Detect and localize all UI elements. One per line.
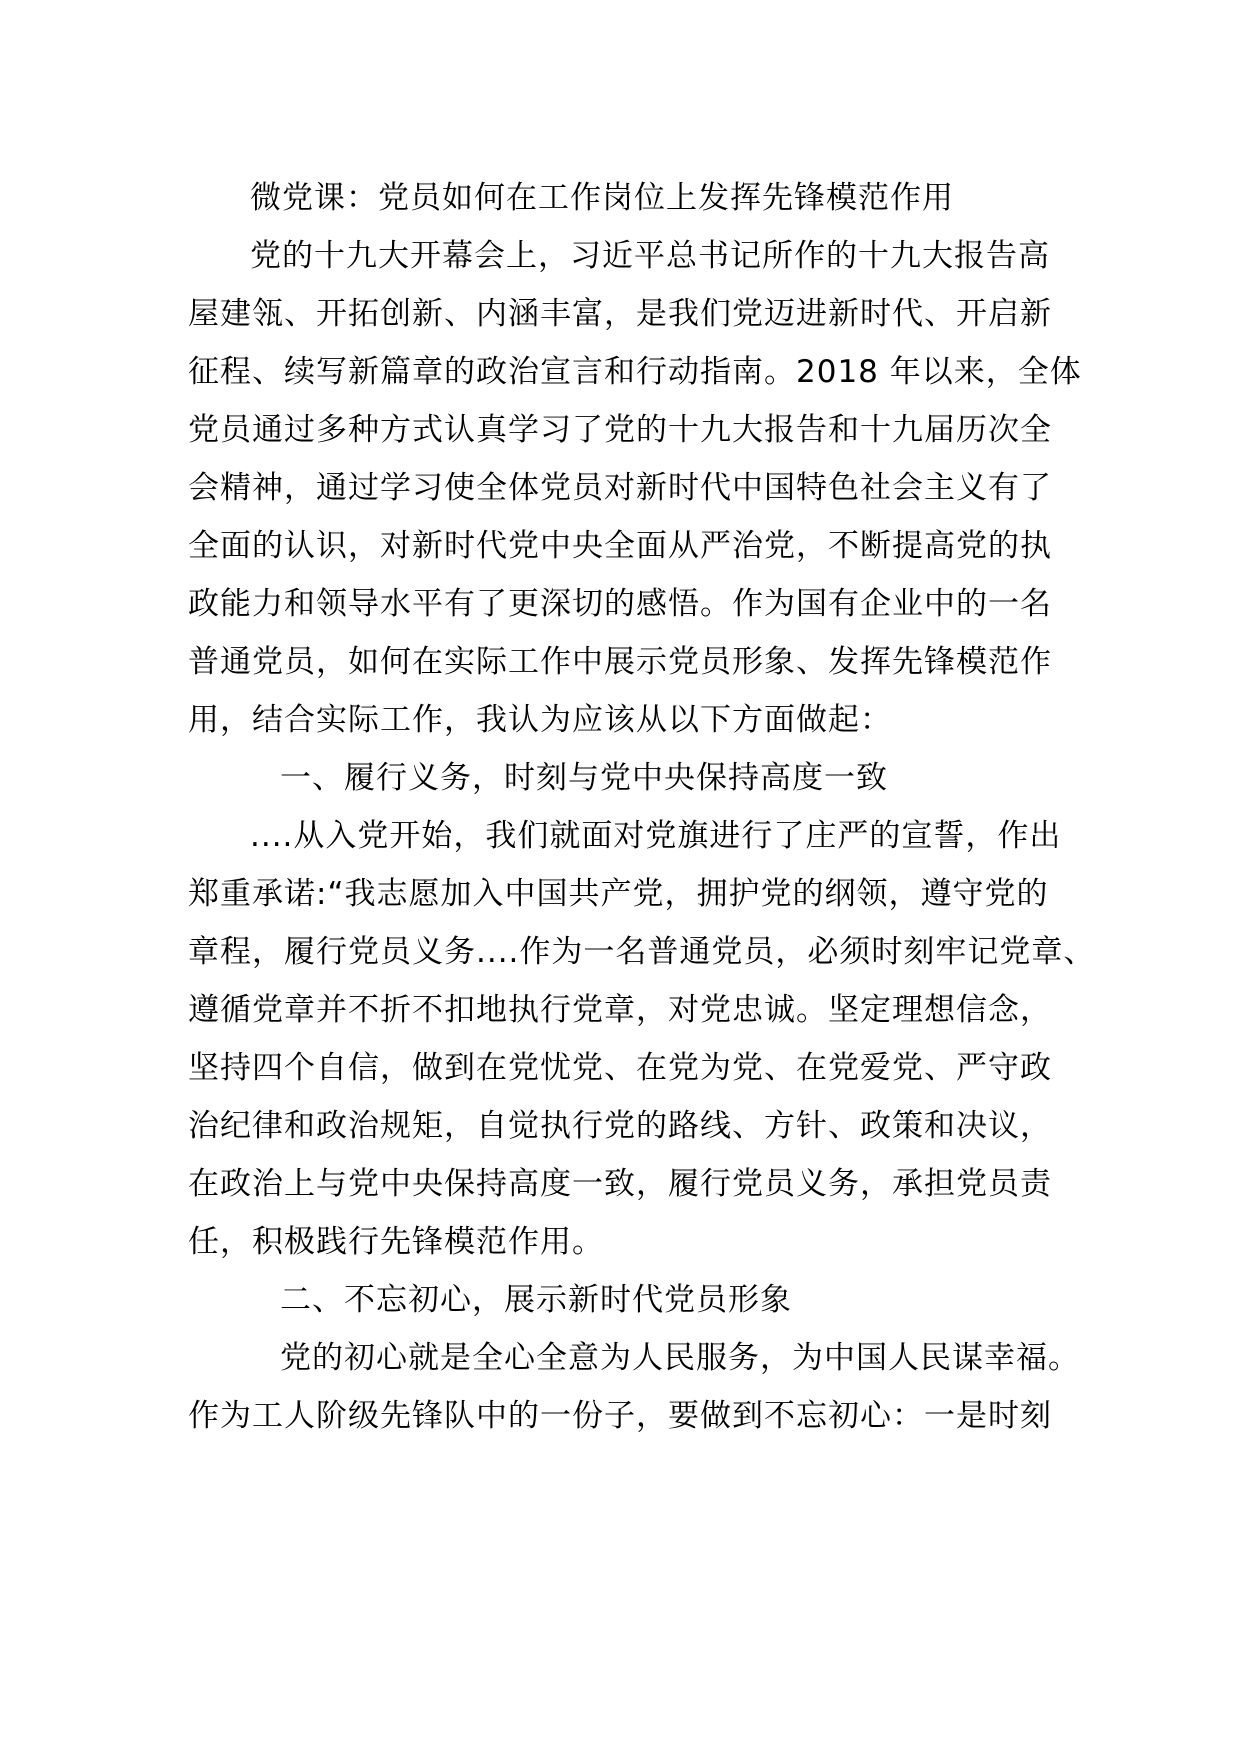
paragraph-line: 用，结合实际工作，我认为应该从以下方面做起：: [188, 702, 892, 738]
section-heading: 一、履行义务，时刻与党中央保持高度一致: [280, 760, 888, 796]
paragraph-line: 普通党员，如何在实际工作中展示党员形象、发挥先锋模范作: [188, 644, 1052, 680]
paragraph-line: 政能力和领导水平有了更深切的感悟。作为国有企业中的一名: [188, 586, 1052, 622]
paragraph-line: 遵循党章并不折不扣地执行党章，对党忠诚。坚定理想信念，: [188, 992, 1052, 1028]
paragraph-line: 党的十九大开幕会上，习近平总书记所作的十九大报告高: [250, 238, 1050, 274]
paragraph-line: 作为工人阶级先锋队中的一份子，要做到不忘初心：一是时刻: [188, 1398, 1052, 1434]
paragraph-line: 党员通过多种方式认真学习了党的十九大报告和十九届历次全: [188, 412, 1052, 448]
paragraph-line: 郑重承诺:“我志愿加入中国共产党，拥护党的纲领，遵守党的: [188, 876, 1049, 912]
document-title: 微党课：党员如何在工作岗位上发挥先锋模范作用: [250, 180, 954, 216]
paragraph-line: 会精神，通过学习使全体党员对新时代中国特色社会主义有了: [188, 470, 1052, 506]
paragraph-line: 屋建瓴、开拓创新、内涵丰富，是我们党迈进新时代、开启新: [188, 296, 1052, 332]
paragraph-line: ....从入党开始，我们就面对党旗进行了庄严的宣誓，作出: [250, 818, 1062, 854]
paragraph-line: 在政治上与党中央保持高度一致，履行党员义务，承担党员责: [188, 1166, 1052, 1202]
paragraph-line: 全面的认识，对新时代党中央全面从严治党，不断提高党的执: [188, 528, 1052, 564]
paragraph-line: 章程，履行党员义务....作为一名普通党员，必须时刻牢记党章、: [188, 934, 1096, 970]
paragraph-line: 任，积极践行先锋模范作用。: [188, 1224, 604, 1260]
section-heading: 二、不忘初心，展示新时代党员形象: [280, 1282, 792, 1318]
paragraph-line: 治纪律和政治规矩，自觉执行党的路线、方针、政策和决议，: [188, 1108, 1052, 1144]
paragraph-line: 坚持四个自信，做到在党忧党、在党为党、在党爱党、严守政: [188, 1050, 1052, 1086]
paragraph-line: 党的初心就是全心全意为人民服务，为中国人民谋幸福。: [280, 1340, 1080, 1376]
paragraph-line: 征程、续写新篇章的政治宣言和行动指南。2018 年以来，全体: [188, 354, 1082, 390]
